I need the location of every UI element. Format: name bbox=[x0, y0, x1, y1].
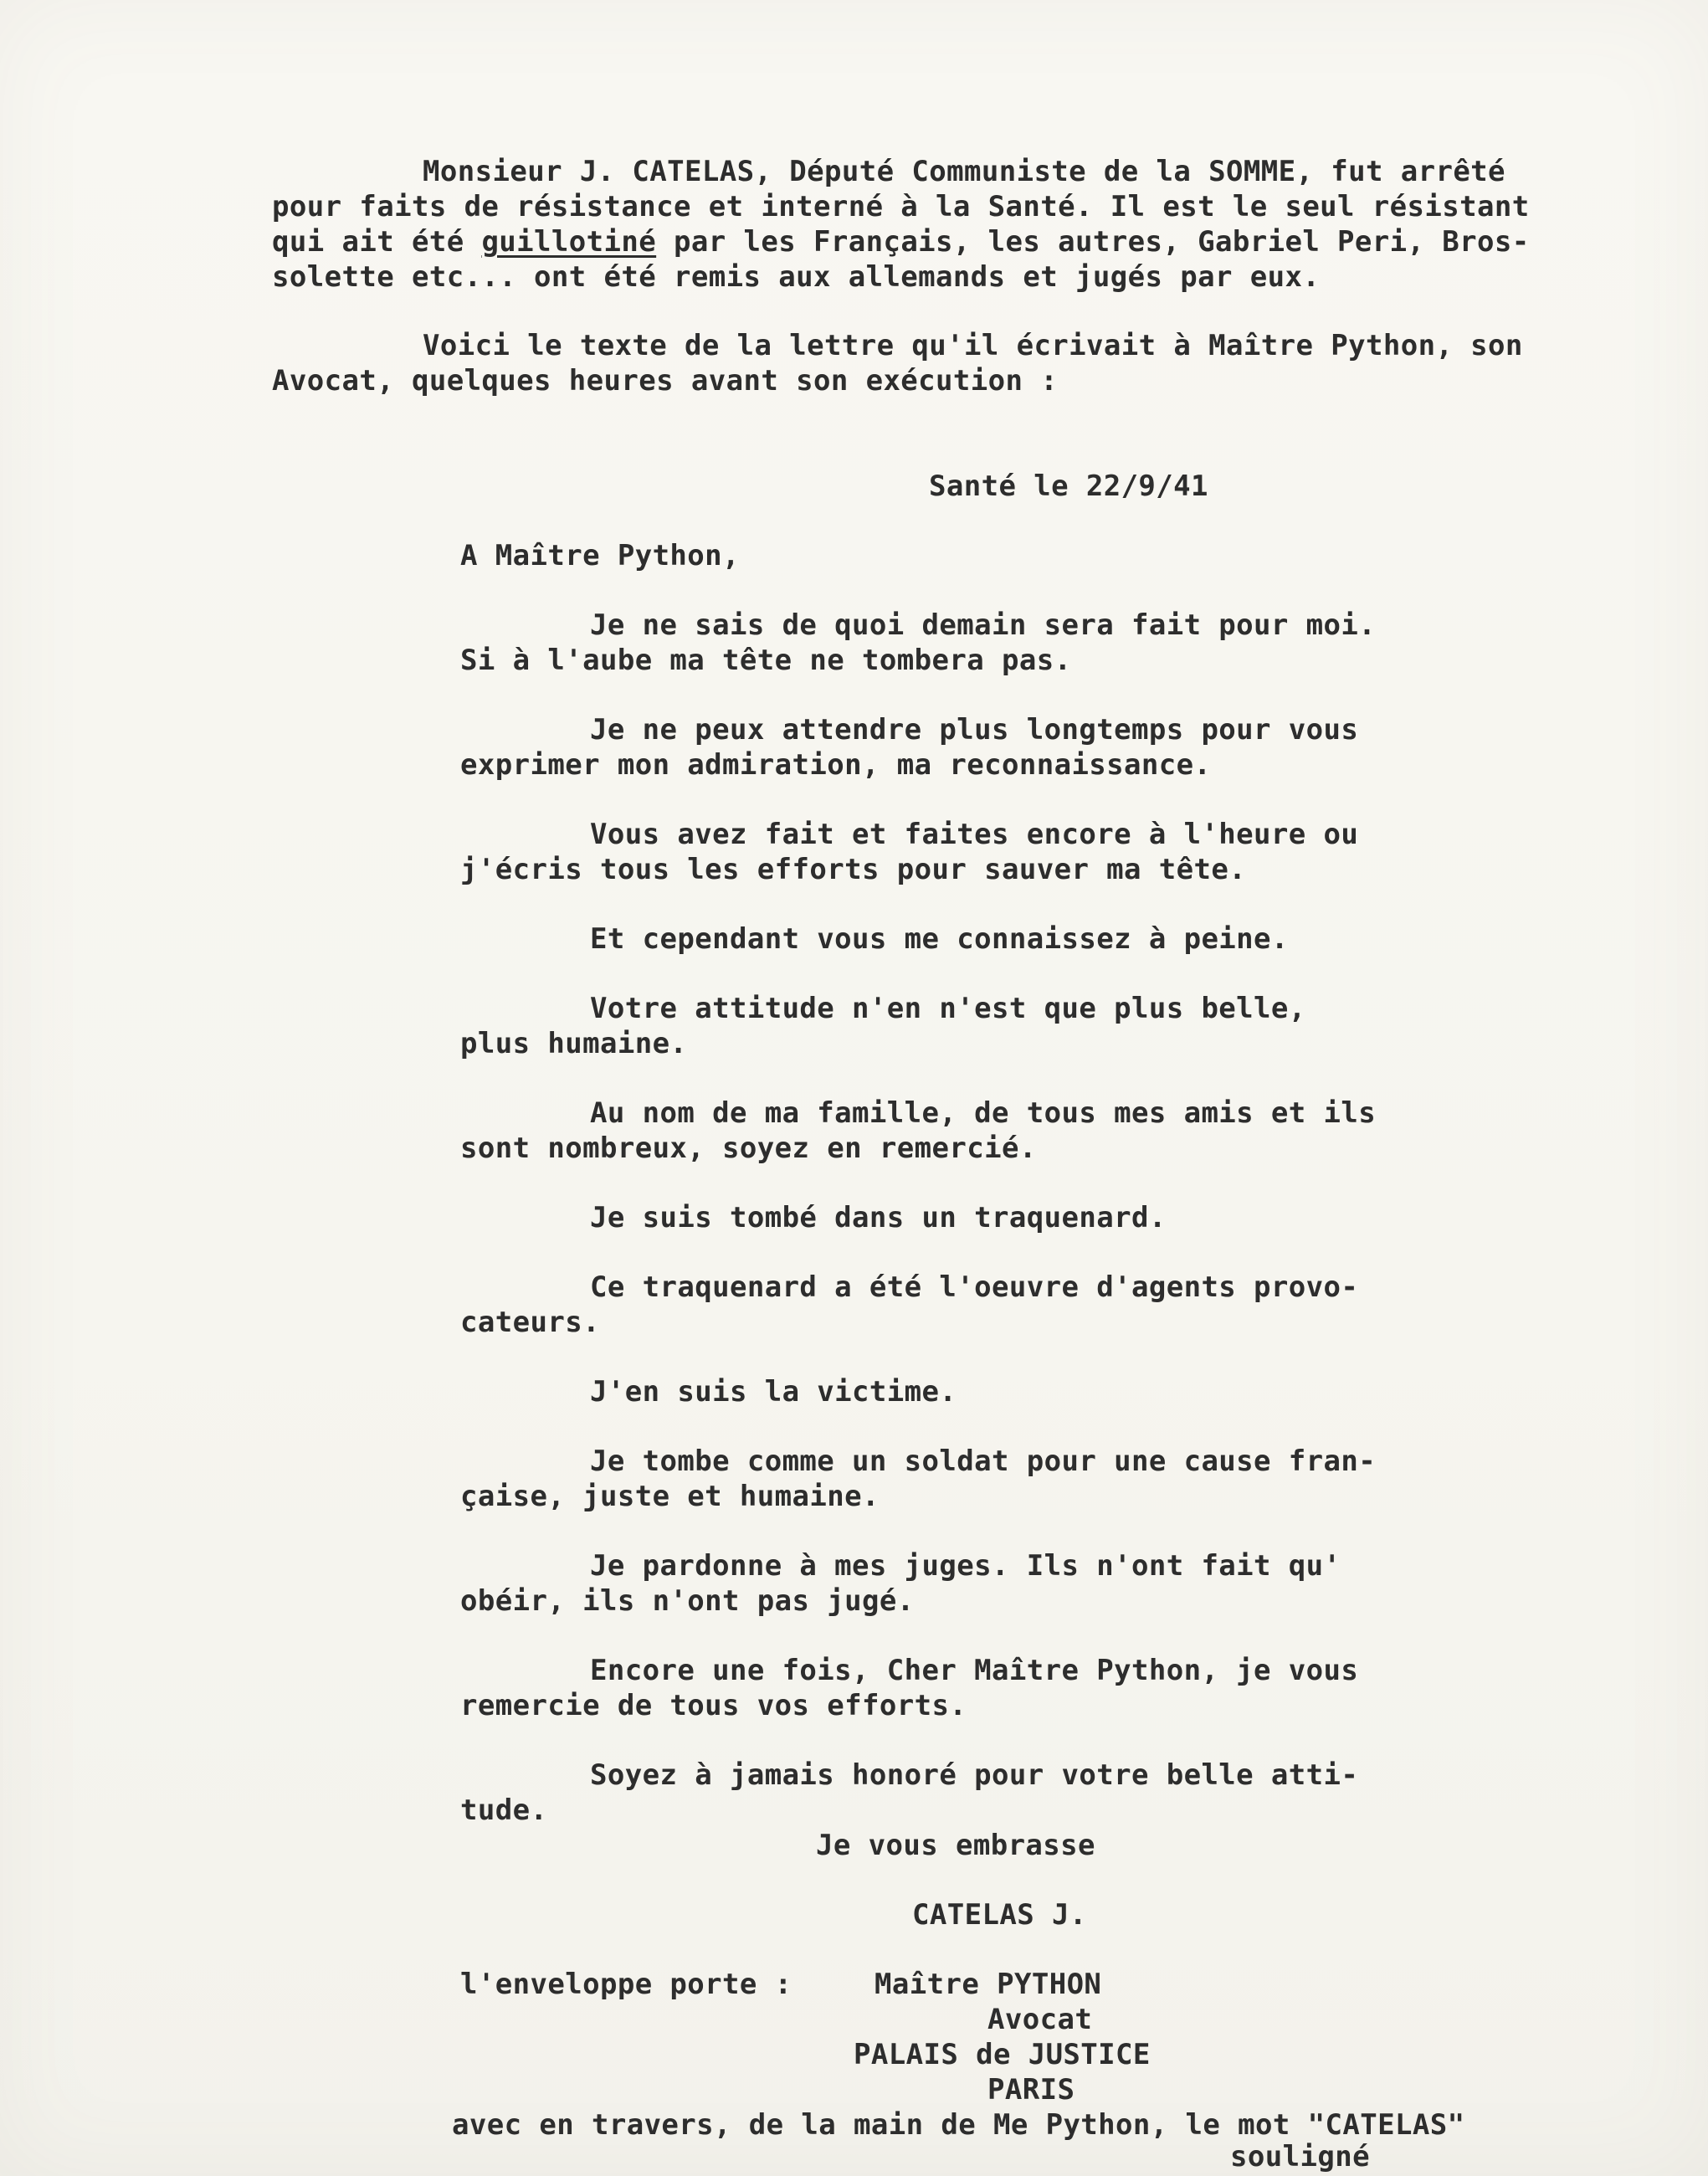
letter-salutation: A Maître Python, bbox=[460, 539, 740, 572]
intro-para2-line-1: Voici le texte de la lettre qu'il écrivait à Maître Python, son bbox=[423, 329, 1523, 362]
letter-date: Santé le 22/9/41 bbox=[929, 470, 1208, 503]
letter-line: remercie de tous vos efforts. bbox=[460, 1689, 967, 1722]
letter-line: tude. bbox=[460, 1794, 548, 1827]
letter-line: J'en suis la victime. bbox=[590, 1375, 957, 1409]
letter-line: exprimer mon admiration, ma reconnaissance. bbox=[460, 748, 1212, 782]
letter-line: cateurs. bbox=[460, 1306, 600, 1339]
envelope-note-end: souligné bbox=[1230, 2140, 1370, 2173]
intro-line-4: solette etc... ont été remis aux allemands et jugés par eux. bbox=[272, 260, 1321, 294]
underlined-word: guillotiné bbox=[481, 225, 657, 259]
intro-para2-line-2: Avocat, quelques heures avant son exécution : bbox=[272, 364, 1059, 398]
letter-signature: CATELAS J. bbox=[912, 1898, 1087, 1932]
intro-line-2: pour faits de résistance et interné à la Santé. Il est le seul résistant bbox=[272, 190, 1530, 223]
letter-line: Soyez à jamais honoré pour votre belle atti- bbox=[590, 1758, 1359, 1792]
letter-line: Et cependant vous me connaissez à peine. bbox=[590, 922, 1289, 956]
letter-line: Au nom de ma famille, de tous mes amis et ils bbox=[590, 1096, 1377, 1130]
letter-line: Je ne sais de quoi demain sera fait pour moi. bbox=[590, 608, 1377, 642]
letter-line: plus humaine. bbox=[460, 1027, 688, 1060]
intro-line-3 bbox=[272, 224, 1530, 259]
letter-line: çaise, juste et humaine. bbox=[460, 1480, 880, 1513]
intro-line-1: Monsieur J. CATELAS, Député Communiste de la SOMME, fut arrêté bbox=[423, 155, 1505, 188]
letter-line: j'écris tous les efforts pour sauver ma tête. bbox=[460, 853, 1247, 886]
intro-line-3-end: par les Français, les autres, Gabriel Peri, Bros- bbox=[656, 225, 1530, 259]
intro-line-3-start: qui ait été bbox=[272, 225, 482, 259]
letter-line: Je ne peux attendre plus longtemps pour vous bbox=[590, 713, 1359, 747]
letter-line: Vous avez fait et faites encore à l'heure ou bbox=[590, 818, 1359, 851]
letter-closing: Je vous embrasse bbox=[816, 1829, 1095, 1862]
letter-line: Je tombe comme un soldat pour une cause fran- bbox=[590, 1445, 1377, 1478]
letter-line: obéir, ils n'ont pas jugé. bbox=[460, 1584, 915, 1618]
letter-line: sont nombreux, soyez en remercié. bbox=[460, 1132, 1037, 1165]
envelope-note: avec en travers, de la main de Me Python, le mot "CATELAS" bbox=[452, 2108, 1465, 2142]
envelope-profession: Avocat bbox=[987, 2003, 1093, 2036]
envelope-place: PALAIS de JUSTICE bbox=[854, 2038, 1151, 2071]
letter-line: Ce traquenard a été l'oeuvre d'agents provo- bbox=[590, 1270, 1359, 1304]
envelope-city: PARIS bbox=[987, 2073, 1075, 2107]
envelope-addressee: Maître PYTHON bbox=[875, 1968, 1102, 2001]
letter-line: Je suis tombé dans un traquenard. bbox=[590, 1201, 1167, 1234]
letter-line: Votre attitude n'en n'est que plus belle, bbox=[590, 992, 1306, 1025]
letter-line: Je pardonne à mes juges. Ils n'ont fait qu' bbox=[590, 1549, 1341, 1583]
envelope-label: l'enveloppe porte : bbox=[460, 1968, 792, 2001]
letter-line: Si à l'aube ma tête ne tombera pas. bbox=[460, 644, 1072, 677]
letter-line: Encore une fois, Cher Maître Python, je vous bbox=[590, 1654, 1359, 1687]
